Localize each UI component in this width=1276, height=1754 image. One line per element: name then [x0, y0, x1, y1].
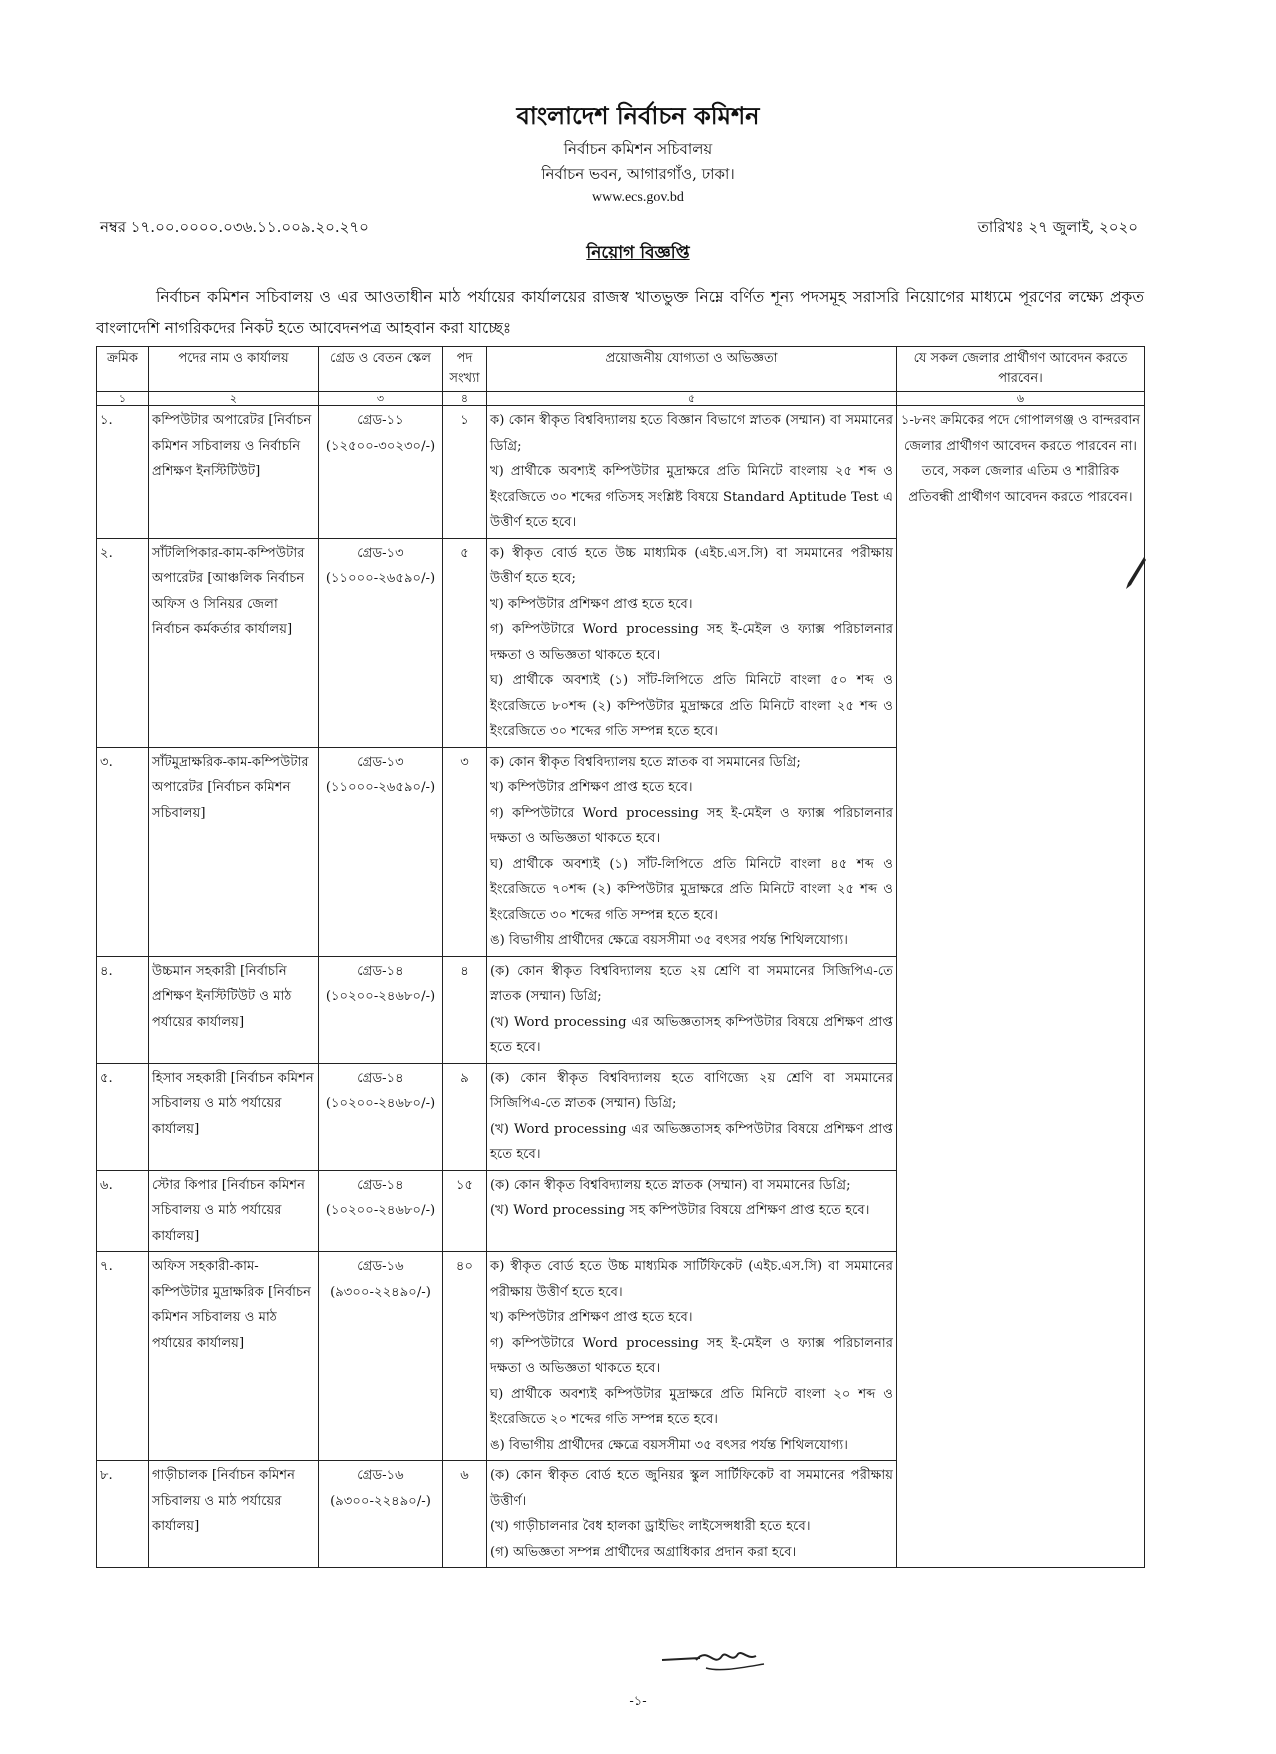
secretariat-name: নির্বাচন কমিশন সচিবালয়: [563, 140, 713, 158]
memo-number: নম্বর ১৭.০০.০০০০.০৩৬.১১.০০৯.২০.২৭০: [100, 218, 369, 236]
organization-name: বাংলাদেশ নির্বাচন কমিশন: [516, 101, 760, 130]
grade-cell: [319, 956, 443, 1063]
serial-cell: ৪.: [97, 956, 149, 1063]
grade-text: গ্রেড-১৪: [357, 1070, 404, 1086]
post-cell: হিসাব সহকারী [নির্বাচন কমিশন সচিবালয় ও মাঠ পর্যায়ের কার্যালয়]: [149, 1063, 319, 1170]
pay-scale-text: (১০২০০-২৪৬৮০/-): [325, 1096, 436, 1111]
grade-cell: [319, 1063, 443, 1170]
col-number: ৬: [897, 392, 1145, 406]
notice-date: তারিখঃ ২৭ জুলাই, ২০২০: [977, 218, 1138, 236]
pay-scale-text: (১০২০০-২৪৬৮০/-): [325, 1203, 436, 1218]
qualification-item: (খ) গাড়ীচালনার বৈধ হালকা ড্রাইভিং লাইসেন্সধারী হতে হবে।: [490, 1519, 811, 1534]
header-count: পদ সংখ্যা: [443, 347, 487, 392]
qualification-item: ক) স্বীকৃত বোর্ড হতে উচ্চ মাধ্যমিক সার্টিফিকেট (এইচ.এস.সি) বা সমমানের পরীক্ষায় উত্তীর্ণ হতে হবে।: [490, 1259, 893, 1300]
column-number-row: [97, 392, 1145, 406]
serial-cell: ৭.: [97, 1252, 149, 1461]
col-number: ৫: [487, 392, 897, 406]
post-count-cell: ৪০: [443, 1252, 487, 1461]
qualification-item: ঘ) প্রার্থীকে অবশ্যই (১) সাঁট-লিপিতে প্রতি মিনিটে বাংলা ৪৫ শব্দ ও ইংরেজিতে ৭০শব্দ (২) কম্পিউটার মুদ্রাক্ষরে প্রতি মিনিটে বাংলা ২৫ শব্দ ও ইংরেজিতে ৩০ শব্দের গতি সম্পন্ন হতে হবে।: [490, 856, 893, 923]
qualification-item: (ক) কোন স্বীকৃত বিশ্ববিদ্যালয় হতে বাণিজ্যে ২য় শ্রেণি বা সমমানের সিজিপিএ-তে স্নাতক (সম্মান) ডিগ্রি;: [490, 1070, 893, 1111]
serial-cell: ৩.: [97, 747, 149, 956]
post-count-cell: ৪: [443, 956, 487, 1063]
header-districts: যে সকল জেলার প্রার্থীগণ আবেদন করতে পারবেন।: [897, 347, 1145, 392]
serial-cell: ১.: [97, 406, 149, 539]
page-number: -১-: [629, 1694, 647, 1709]
col-number: ২: [149, 392, 319, 406]
qualification-cell: [487, 538, 897, 747]
notice-title: [0, 240, 1276, 268]
qualification-item: ক) স্বীকৃত বোর্ড হতে উচ্চ মাধ্যমিক (এইচ.এস.সি) বা সমমানের পরীক্ষায় উত্তীর্ণ হতে হবে;: [490, 545, 893, 586]
qualification-item: ঘ) প্রার্থীকে অবশ্যই (১) সাঁট-লিপিতে প্রতি মিনিটে বাংলা ৫০ শব্দ ও ইংরেজিতে ৮০শব্দ (২) কম্পিউটার মুদ্রাক্ষরে প্রতি মিনিটে বাংলা ২৫ শব্দ ও ইংরেজিতে ৩০ শব্দের গতি সম্পন্ন হতে হবে।: [490, 673, 893, 739]
notice-title-text: নিয়োগ বিজ্ঞপ্তি: [586, 243, 690, 263]
header-sl: ক্রমিক: [97, 347, 149, 392]
qualification-cell: [487, 1252, 897, 1461]
post-count-cell: ৫: [443, 538, 487, 747]
qualification-cell: [487, 1063, 897, 1170]
qualification-item: (ক) কোন স্বীকৃত বোর্ড হতে জুনিয়র স্কুল সার্টিফিকেট বা সমমানের পরীক্ষায় উত্তীর্ণ।: [490, 1468, 893, 1509]
qualification-item: খ) কম্পিউটার প্রশিক্ষণ প্রাপ্ত হতে হবে।: [490, 780, 693, 795]
post-count-cell: ৬: [443, 1461, 487, 1568]
qualification-item: (ক) কোন স্বীকৃত বিশ্ববিদ্যালয় হতে স্নাতক (সম্মান) বা সমমানের ডিগ্রি;: [490, 1177, 851, 1193]
header-grade: গ্রেড ও বেতন স্কেল: [319, 347, 443, 392]
table-row: [97, 406, 1145, 539]
qualification-item: গ) কম্পিউটারে Word processing সহ ই-মেইল ও ফ্যাক্স পরিচালনার দক্ষতা ও অভিজ্ঞতা থাকতে হবে।: [490, 805, 893, 846]
grade-cell: [319, 747, 443, 956]
serial-cell: ৮.: [97, 1461, 149, 1568]
grade-text: গ্রেড-১৬: [357, 1259, 404, 1274]
district-eligibility-cell: ১-৮নং ক্রমিকের পদে গোপালগঞ্জ ও বান্দরবান জেলার প্রার্থীগণ আবেদন করতে পারবেন না। তবে, সকল জেলার এতিম ও শারীরিক প্রতিবন্ধী প্রার্থীগণ আবেদন করতে পারবেন।: [897, 406, 1145, 1568]
post-cell: অফিস সহকারী-কাম-কম্পিউটার মুদ্রাক্ষরিক [নির্বাচন কমিশন সচিবালয় ও মাঠ পর্যায়ের কার্যালয়]: [149, 1252, 319, 1461]
pay-scale-text: (১০২০০-২৪৬৮০/-): [325, 989, 436, 1004]
qualification-item: (খ) Word processing এর অভিজ্ঞতাসহ কম্পিউটার বিষয়ে প্রশিক্ষণ প্রাপ্ত হতে হবে।: [490, 1014, 893, 1055]
post-count-cell: ১: [443, 406, 487, 539]
qualification-item: খ) প্রার্থীকে অবশ্যই কম্পিউটার মুদ্রাক্ষরে প্রতি মিনিটে বাংলায় ২৫ শব্দ ও ইংরেজিতে ৩০ শব্দের গতিসহ সংশ্লিষ্ট বিষয়ে Standard Aptitude Test এ উত্তীর্ণ হতে হবে।: [490, 464, 893, 530]
serial-cell: ৫.: [97, 1063, 149, 1170]
grade-text: গ্রেড-১৩: [357, 754, 404, 770]
qualification-item: ক) কোন স্বীকৃত বিশ্ববিদ্যালয় হতে স্নাতক বা সমমানের ডিগ্রি;: [490, 754, 801, 770]
intro-paragraph: নির্বাচন কমিশন সচিবালয় ও এর আওতাধীন মাঠ পর্যায়ের কার্যালয়ের রাজস্ব খাতভুক্ত নিম্নে বর্ণিত শূন্য পদসমূহ সরাসরি নিয়োগের মাধ্যমে পূরণের লক্ষ্যে প্রকৃত বাংলাদেশি নাগরিকদের নিকট হতে আবেদনপত্র আহবান করা যাচ্ছেঃ: [96, 288, 1144, 337]
grade-text: গ্রেড-১৩: [357, 545, 404, 561]
post-count-cell: ৩: [443, 747, 487, 956]
pay-scale-text: (৯৩০০-২২৪৯০/-): [330, 1493, 431, 1509]
grade-cell: [319, 1170, 443, 1252]
qualification-cell: [487, 406, 897, 539]
qualification-item: খ) কম্পিউটার প্রশিক্ষণ প্রাপ্ত হতে হবে।: [490, 596, 693, 612]
post-cell: সাঁটলিপিকার-কাম-কম্পিউটার অপারেটর [আঞ্চলিক নির্বাচন অফিস ও সিনিয়র জেলা নির্বাচন কর্মকর্তার কার্যালয়]: [149, 538, 319, 747]
qualification-cell: [487, 956, 897, 1063]
post-cell: স্টোর কিপার [নির্বাচন কমিশন সচিবালয় ও মাঠ পর্যায়ের কার্যালয়]: [149, 1170, 319, 1252]
qualification-item: খ) কম্পিউটার প্রশিক্ষণ প্রাপ্ত হতে হবে।: [490, 1310, 693, 1325]
grade-cell: [319, 1252, 443, 1461]
pen-mark-icon: [1120, 553, 1150, 593]
post-count-cell: ৯: [443, 1063, 487, 1170]
grade-text: গ্রেড-১৪: [357, 1177, 404, 1193]
post-count-cell: ১৫: [443, 1170, 487, 1252]
qualification-cell: [487, 747, 897, 956]
grade-cell: [319, 1461, 443, 1568]
pay-scale-text: (১১০০০-২৬৫৯০/-): [325, 780, 436, 795]
qualification-item: ঘ) প্রার্থীকে অবশ্যই কম্পিউটার মুদ্রাক্ষরে প্রতি মিনিটে বাংলা ২০ শব্দ ও ইংরেজিতে ২০ শব্দের গতি সম্পন্ন হতে হবে।: [490, 1386, 893, 1427]
qualification-item: (ক) কোন স্বীকৃত বিশ্ববিদ্যালয় হতে ২য় শ্রেণি বা সমমানের সিজিপিএ-তে স্নাতক (সম্মান) ডিগ্রি;: [490, 963, 893, 1004]
grade-text: গ্রেড-১৪: [357, 963, 404, 979]
signature-icon: [660, 1638, 770, 1678]
post-cell: গাড়ীচালক [নির্বাচন কমিশন সচিবালয় ও মাঠ পর্যায়ের কার্যালয়]: [149, 1461, 319, 1568]
qualification-item: (খ) Word processing সহ কম্পিউটার বিষয়ে প্রশিক্ষণ প্রাপ্ত হতে হবে।: [490, 1203, 870, 1218]
table-header-row: [97, 347, 1145, 392]
qualification-item: গ) কম্পিউটারে Word processing সহ ই-মেইল ও ফ্যাক্স পরিচালনার দক্ষতা ও অভিজ্ঞতা থাকতে হবে।: [490, 622, 893, 663]
website-link[interactable]: www.ecs.gov.bd: [592, 190, 684, 205]
pay-scale-text: (১২৫০০-৩০২৩০/-): [325, 438, 436, 454]
header-post: পদের নাম ও কার্যালয়: [149, 347, 319, 392]
qualification-cell: [487, 1170, 897, 1252]
post-cell: সাঁটমুদ্রাক্ষরিক-কাম-কম্পিউটার অপারেটর [নির্বাচন কমিশন সচিবালয়]: [149, 747, 319, 956]
post-cell: কম্পিউটার অপারেটর [নির্বাচন কমিশন সচিবালয় ও নির্বাচনি প্রশিক্ষণ ইনস্টিটিউট]: [149, 406, 319, 539]
qualification-cell: [487, 1461, 897, 1568]
qualification-item: ক) কোন স্বীকৃত বিশ্ববিদ্যালয় হতে বিজ্ঞান বিভাগে স্নাতক (সম্মান) বা সমমানের ডিগ্রি;: [490, 413, 893, 454]
serial-cell: ২.: [97, 538, 149, 747]
grade-text: গ্রেড-১৬: [357, 1468, 404, 1483]
qualification-item: (খ) Word processing এর অভিজ্ঞতাসহ কম্পিউটার বিষয়ে প্রশিক্ষণ প্রাপ্ত হতে হবে।: [490, 1121, 893, 1162]
pay-scale-text: (৯৩০০-২২৪৯০/-): [330, 1284, 431, 1300]
qualification-item: (গ) অভিজ্ঞতা সম্পন্ন প্রার্থীদের অগ্রাধিকার প্রদান করা হবে।: [490, 1544, 797, 1560]
header-qualification: প্রয়োজনীয় যোগ্যতা ও অভিজ্ঞতা: [487, 347, 897, 392]
serial-cell: ৬.: [97, 1170, 149, 1252]
col-number: ৩: [319, 392, 443, 406]
qualification-item: ঙ) বিভাগীয় প্রার্থীদের ক্ষেত্রে বয়সসীমা ৩৫ বৎসর পর্যন্ত শিথিলযোগ্য।: [490, 933, 848, 948]
grade-cell: [319, 406, 443, 539]
grade-text: গ্রেড-১১: [357, 413, 404, 428]
col-number: ৪: [443, 392, 487, 406]
pay-scale-text: (১১০০০-২৬৫৯০/-): [325, 571, 436, 586]
grade-cell: [319, 538, 443, 747]
post-cell: উচ্চমান সহকারী [নির্বাচনি প্রশিক্ষণ ইনস্টিটিউট ও মাঠ পর্যায়ের কার্যালয়]: [149, 956, 319, 1063]
qualification-item: ঙ) বিভাগীয় প্রার্থীদের ক্ষেত্রে বয়সসীমা ৩৫ বৎসর পর্যন্ত শিথিলযোগ্য।: [490, 1437, 848, 1453]
vacancy-table: [96, 346, 1145, 1568]
qualification-item: গ) কম্পিউটারে Word processing সহ ই-মেইল ও ফ্যাক্স পরিচালনার দক্ষতা ও অভিজ্ঞতা থাকতে হবে।: [490, 1335, 893, 1376]
col-number: ১: [97, 392, 149, 406]
office-address: নির্বাচন ভবন, আগারগাঁও, ঢাকা।: [541, 165, 735, 183]
